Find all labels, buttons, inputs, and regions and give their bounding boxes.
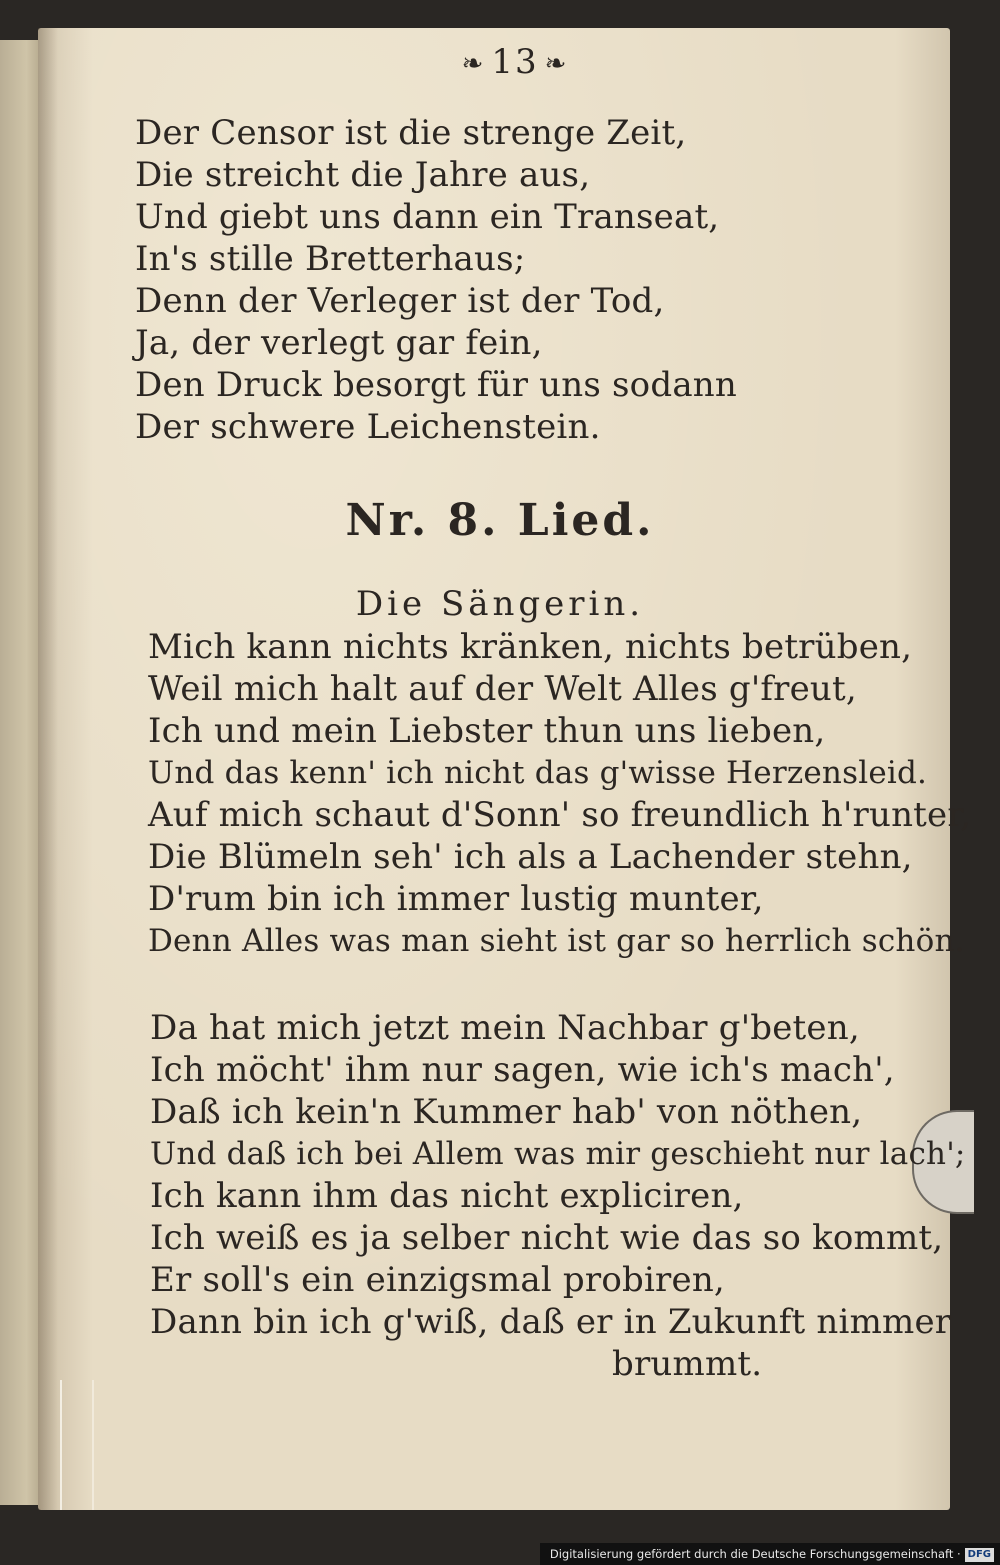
stanza-2-line-4: Und das kenn' ich nicht das g'wisse Herzensleid. <box>148 755 928 791</box>
ornament-left-icon: ❧ <box>461 49 486 79</box>
song-title: Nr. 8. Lied. <box>345 495 655 546</box>
stanza-2-line-6: Die Blümeln seh' ich als a Lachender stehn, <box>148 837 913 877</box>
stanza-3-line-3: Daß ich kein'n Kummer hab' von nöthen, <box>150 1092 863 1132</box>
stanza-3-line-1: Da hat mich jetzt mein Nachbar g'beten, <box>150 1008 860 1048</box>
stanza-2-line-3: Ich und mein Liebster thun uns lieben, <box>148 711 826 751</box>
stanza-3-line-6: Ich weiß es ja selber nicht wie das so kommt, <box>150 1218 944 1258</box>
page-number-header <box>430 40 600 86</box>
stanza-3-line-2: Ich möcht' ihm nur sagen, wie ich's mach', <box>150 1050 895 1090</box>
digitization-credit-footer <box>540 1543 1000 1565</box>
stanza-3-line-4: Und daß ich bei Allem was mir geschieht nur lach'; <box>150 1136 966 1172</box>
stanza-2-line-2: Weil mich halt auf der Welt Alles g'freut, <box>148 669 857 709</box>
stanza-3-line-8: Dann bin ich g'wiß, daß er in Zukunft nimmer <box>150 1302 952 1342</box>
ornament-right-icon: ❧ <box>544 49 569 79</box>
stanza-2-line-5: Auf mich schaut d'Sonn' so freundlich h'runter, <box>148 795 972 835</box>
stanza-2-line-1: Mich kann nichts kränken, nichts betrüben, <box>148 627 913 667</box>
stanza-2-line-7: D'rum bin ich immer lustig munter, <box>148 879 764 919</box>
stanza-3-line-7: Er soll's ein einzigsmal probiren, <box>150 1260 725 1300</box>
stanza-1-line-5: Denn der Verleger ist der Tod, <box>135 281 665 321</box>
stanza-2-line-8: Denn Alles was man sieht ist gar so herrlich schön. <box>148 923 965 959</box>
page-number: 13 <box>491 42 539 82</box>
stanza-1-line-6: Ja, der verlegt gar fein, <box>135 323 543 363</box>
stanza-1-line-4: In's stille Bretterhaus; <box>135 239 526 279</box>
stanza-3-line-9: brummt. <box>612 1344 763 1384</box>
stanza-1-line-1: Der Censor ist die strenge Zeit, <box>135 113 687 153</box>
stanza-1-line-8: Der schwere Leichenstein. <box>135 407 601 447</box>
song-subtitle: Die Sängerin. <box>355 584 645 624</box>
dfg-logo: DFG <box>965 1548 994 1562</box>
stanza-3-line-5: Ich kann ihm das nicht expliciren, <box>150 1176 744 1216</box>
stanza-1-line-7: Den Druck besorgt für uns sodann <box>135 365 737 405</box>
footer-credit-text: Digitalisierung gefördert durch die Deutsche Forschungsgemeinschaft · <box>549 1547 961 1561</box>
stanza-1-line-2: Die streicht die Jahre aus, <box>135 155 591 195</box>
stanza-1-line-3: Und giebt uns dann ein Transeat, <box>135 197 720 237</box>
